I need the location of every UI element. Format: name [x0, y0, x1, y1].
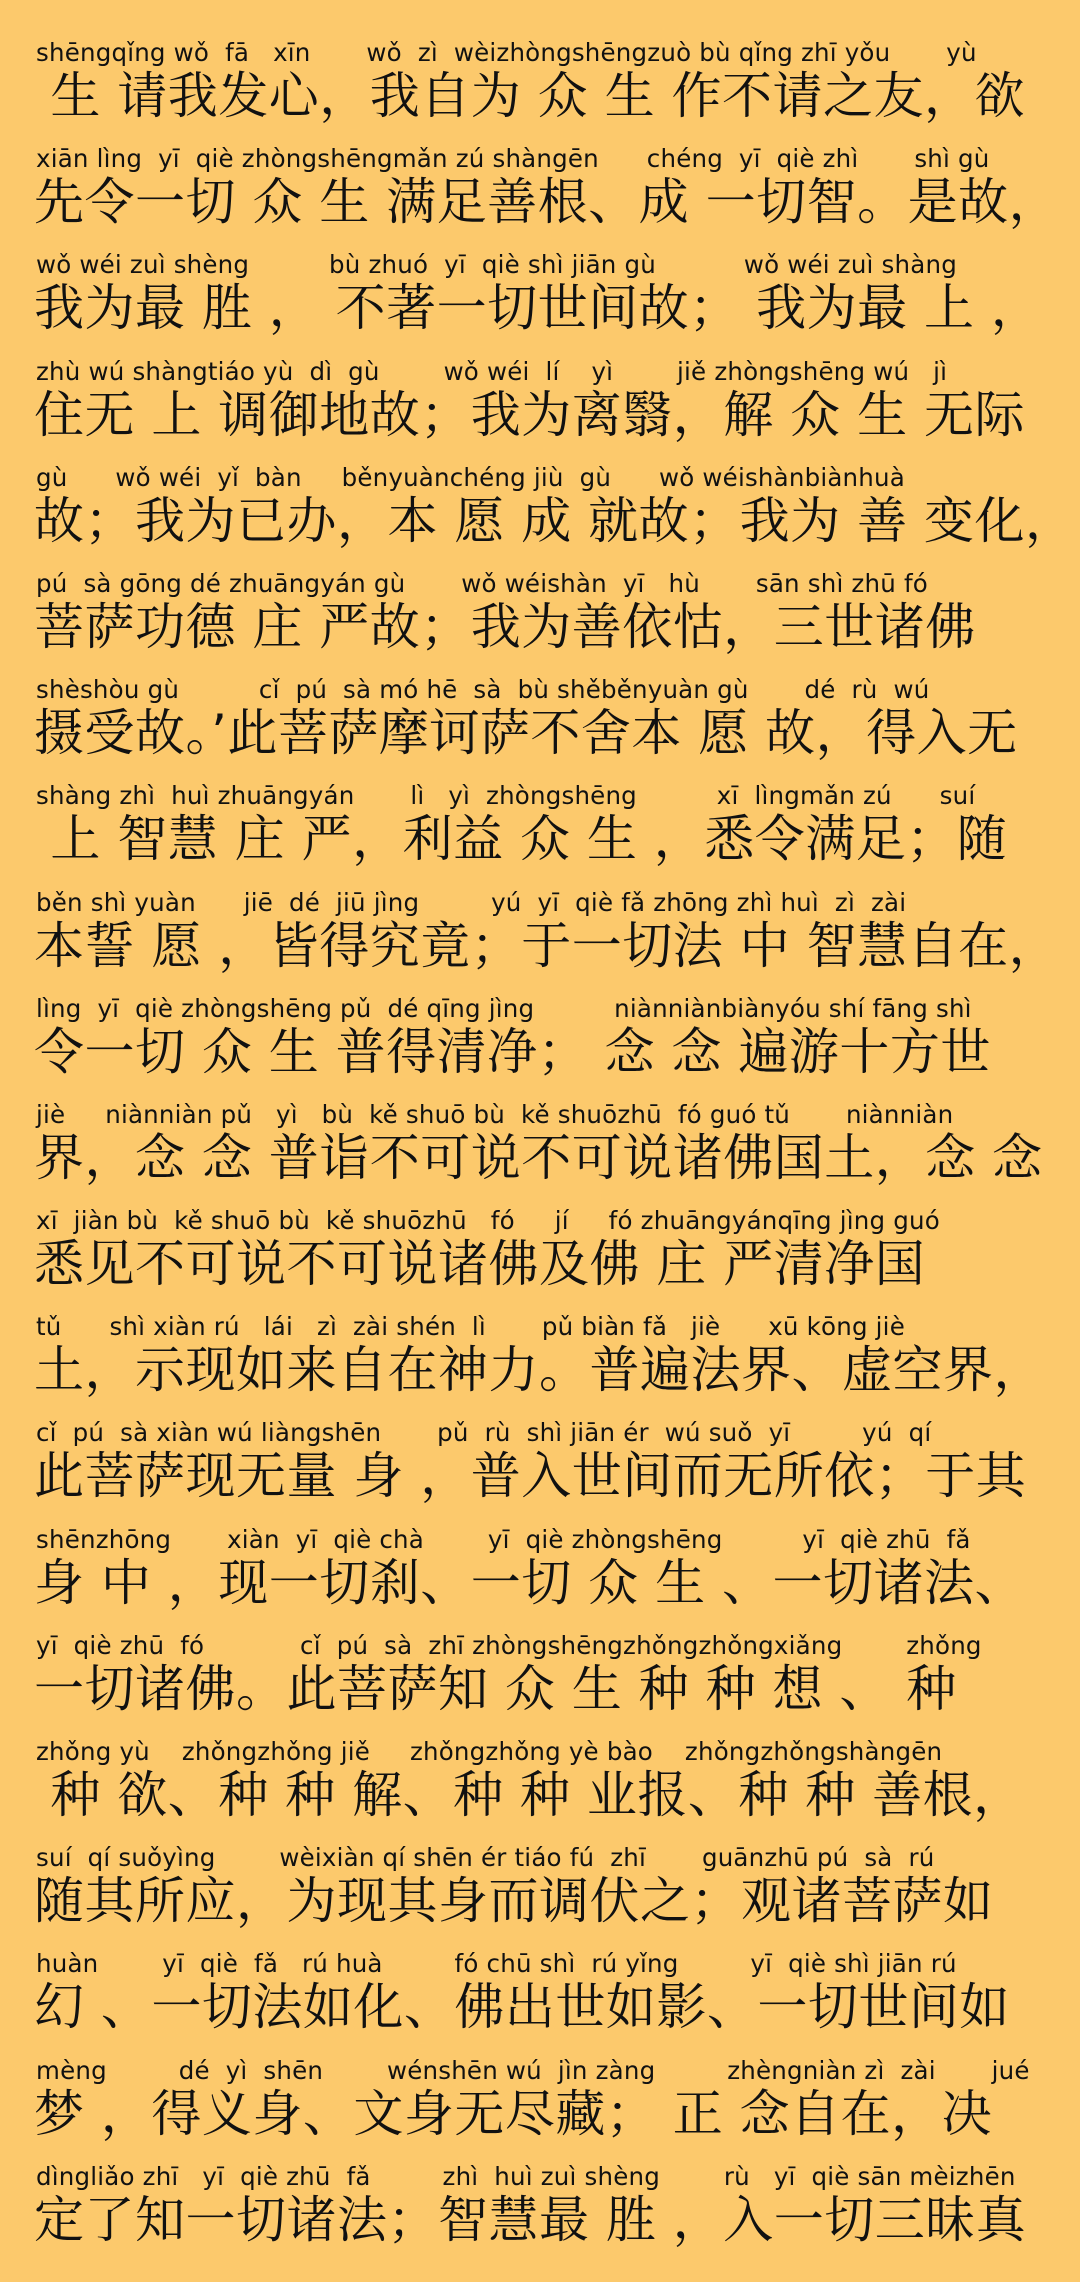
text-line: [0, 569, 1080, 675]
text-line: [0, 675, 1080, 781]
chinese-text: 梦 ，得义身、文身无尽藏； 正 念自在，决: [34, 2085, 993, 2142]
pinyin-annotation: shēnzhōng xiàn yī qiè chà yī qiè zhòngshēng yī qiè zhū fǎ: [36, 1524, 971, 1554]
chinese-text: 一切诸佛。此菩萨知 众 生 种 种 想 、 种: [34, 1660, 957, 1717]
text-line: [0, 1312, 1080, 1418]
chinese-text: 本誓 愿 ，皆得究竟；于一切法 中 智慧自在，: [34, 917, 1060, 974]
text-line: [0, 2056, 1080, 2162]
text-line: [0, 2162, 1080, 2268]
chinese-text: 定了知一切诸法；智慧最 胜 ，入一切三昧真: [34, 2191, 1027, 2248]
pinyin-annotation: pú sà gōng dé zhuāngyán gù wǒ wéishàn yī hù sān shì zhū fó: [36, 568, 928, 598]
chinese-text: 种 欲、种 种 解、种 种 业报、种 种 善根，: [34, 1767, 1024, 1823]
pinyin-annotation: shèshòu gù cǐ pú sà mó hē sà bù shěběnyuàn gù dé rù wú: [36, 675, 930, 705]
text-line: [0, 38, 1080, 144]
chinese-text: 故；我为已办，本 愿 成 就故；我为 善 变化，: [34, 492, 1076, 549]
text-line: [0, 144, 1080, 250]
pinyin-annotation: yī qiè zhū fó cǐ pú sà zhī zhòngshēngzhǒngzhǒngxiǎng zhǒng: [36, 1630, 982, 1660]
chinese-text: 摄受故。’此菩萨摩诃萨不舍本 愿 故，得入无: [34, 705, 1018, 762]
chinese-text: 上 智慧 庄 严，利益 众 生 ，悉令满足；随: [34, 811, 1008, 868]
text-line: [0, 1418, 1080, 1524]
chinese-text: 生 请我发心，我自为 众 生 作不请之友，欲: [34, 68, 1025, 124]
chinese-text: 住无 上 调御地故；我为离翳，解 众 生 无际: [34, 386, 1025, 443]
text-line: [0, 1100, 1080, 1206]
chinese-text: 令一切 众 生 普得清净； 念 念 遍游十方世: [34, 1023, 991, 1080]
chinese-text: 先令一切 众 生 满足善根、成 一切智。是故，: [34, 174, 1060, 231]
pinyin-annotation: dìngliǎo zhī yī qiè zhū fǎ zhì huì zuì shèng rù yī qiè sān mèizhēn: [36, 2161, 1016, 2191]
text-line: [0, 1206, 1080, 1312]
pinyin-annotation: zhǒng yù zhǒngzhǒng jiě zhǒngzhǒng yè bào zhǒngzhǒngshàngēn: [36, 1737, 943, 1766]
pinyin-annotation: xiān lìng yī qiè zhòngshēngmǎn zú shàngēn chéng yī qiè zhì shì gù: [36, 144, 990, 174]
pinyin-annotation: cǐ pú sà xiàn wú liàngshēn pǔ rù shì jiān ér wú suǒ yī yú qí: [36, 1418, 932, 1448]
pinyin-annotation: xī jiàn bù kě shuō bù kě shuōzhū fó jí fó zhuāngyánqīng jìng guó: [36, 1206, 940, 1236]
pinyin-annotation: zhù wú shàngtiáo yù dì gù wǒ wéi lí yì jiě zhòngshēng wú jì: [36, 356, 948, 386]
chinese-text: 此菩萨现无量 身 ，普入世间而无所依；于其: [34, 1448, 1027, 1505]
text-line: [0, 888, 1080, 994]
pinyin-annotation: tǔ shì xiàn rú lái zì zài shén lì pǔ biàn fǎ jiè xū kōng jiè: [36, 1312, 905, 1342]
pinyin-annotation: gù wǒ wéi yǐ bàn běnyuànchéng jiù gù wǒ wéishànbiànhuà: [36, 462, 905, 492]
chinese-text: 土，示现如来自在神力。普遍法界、虚空界，: [34, 1342, 1044, 1399]
chinese-text: 身 中 ，现一切刹、一切 众 生 、一切诸法、: [34, 1554, 1025, 1611]
pinyin-annotation: huàn yī qiè fǎ rú huà fó chū shì rú yǐng yī qiè shì jiān rú: [36, 1949, 957, 1979]
text-line: [0, 463, 1080, 569]
text-line: [0, 357, 1080, 463]
text-line: [0, 994, 1080, 1100]
pinyin-annotation: shàng zhì huì zhuāngyán lì yì zhòngshēng xī lìngmǎn zú suí: [36, 781, 976, 811]
pinyin-annotation: jiè niànniàn pǔ yì bù kě shuō bù kě shuōzhū fó guó tǔ niànniàn: [36, 1099, 954, 1129]
text-line: [0, 1737, 1080, 1843]
text-line: [0, 1949, 1080, 2055]
text-line: [0, 1525, 1080, 1631]
pinyin-annotation: shēngqǐng wǒ fā xīn wǒ zì wèizhòngshēngzuò bù qǐng zhī yǒu yù: [36, 38, 977, 67]
chinese-text: 界，念 念 普诣不可说不可说诸佛国土，念 念: [34, 1129, 1043, 1186]
chinese-text: 我为最 胜 ， 不著一切世间故； 我为最 上 ，: [34, 280, 1042, 337]
text-line: [0, 1631, 1080, 1737]
pinyin-annotation: běn shì yuàn jiē dé jiū jìng yú yī qiè fǎ zhōng zhì huì zì zài: [36, 887, 907, 917]
chinese-text: 悉见不可说不可说诸佛及佛 庄 严清净国: [34, 1236, 926, 1293]
chinese-text: 菩萨功德 庄 严故；我为善依怙，三世诸佛: [34, 598, 976, 655]
pinyin-annotation: lìng yī qiè zhòngshēng pǔ dé qīng jìng niànniànbiànyóu shí fāng shì: [36, 993, 972, 1023]
text-line: [0, 781, 1080, 887]
chinese-text: 幻 、一切法如化、佛出世如影、一切世间如: [34, 1979, 1010, 2036]
text-line: [0, 1843, 1080, 1949]
text-line: [0, 250, 1080, 356]
pinyin-annotation: mèng dé yì shēn wénshēn wú jìn zàng zhèngniàn zì zài jué: [36, 2055, 1030, 2085]
pinyin-annotation: suí qí suǒyìng wèixiàn qí shēn ér tiáo fú zhī guānzhū pú sà rú: [36, 1843, 935, 1873]
pinyin-annotation: wǒ wéi zuì shèng bù zhuó yī qiè shì jiān gù wǒ wéi zuì shàng: [36, 250, 957, 280]
chinese-text: 随其所应，为现其身而调伏之；观诸菩萨如: [34, 1873, 994, 1930]
